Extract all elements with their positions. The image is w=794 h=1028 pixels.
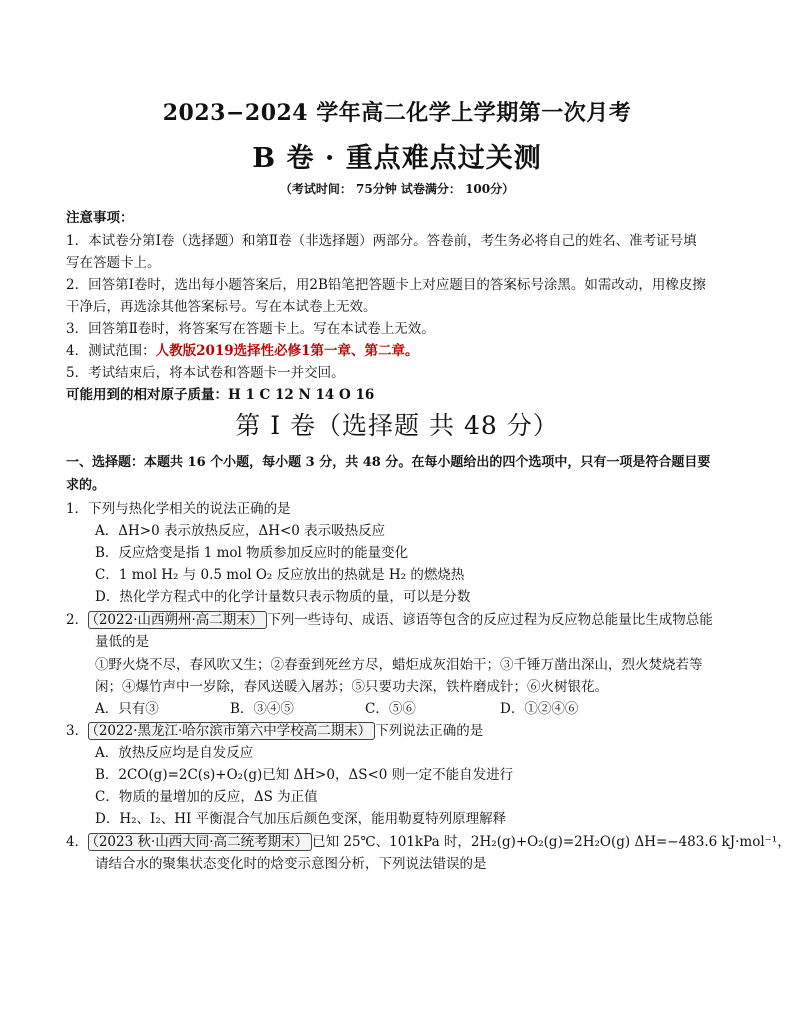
question-4-stem-line-2: 请结合水的聚集状态变化时的焓变示意图分析，下列说法错误的是: [95, 856, 487, 872]
notice-item-1-line-1: 1．本试卷分第Ⅰ卷（选择题）和第Ⅱ卷（非选择题）两部分。答卷前，考生务必将自己的姓名、准考证号填: [66, 233, 697, 249]
question-1-option-a: A．ΔH>0 表示放热反应，ΔH<0 表示吸热反应: [95, 523, 386, 539]
question-2-source: （2022·山西朔州·高二期末）: [88, 611, 267, 629]
question-4-number: 4．: [66, 834, 89, 850]
question-2-poem-line-1: ①野火烧不尽，春风吹又生；②春蚕到死丝方尽，蜡炬成灰泪始干；③千锤万凿出深山，烈火焚烧若等: [95, 657, 703, 673]
question-2-option-d: D．①②④⑥: [500, 701, 579, 717]
section-instruction-line-2: 求的。: [66, 478, 106, 493]
question-3-stem-line: [66, 721, 736, 742]
question-3-option-d: D．H₂、I₂、HI 平衡混合气加压后颜色变深，能用勒夏特列原理解释: [95, 811, 507, 827]
atomic-masses: 可能用到的相对原子质量：H 1 C 12 N 14 O 16: [66, 387, 375, 403]
question-2-stem-line-2: 量低的是: [95, 634, 149, 650]
exam-subtitle: B 卷 · 重点难点过关测: [252, 143, 542, 174]
question-2-stem: 下列一些诗句、成语、谚语等包含的反应过程为反应物总能量比生成物总能: [267, 612, 713, 628]
question-4-stem-line-1: [66, 832, 791, 853]
section-instruction-line-1: 一、选择题：本题共 16 个小题，每小题 3 分，共 48 分。在每小题给出的四个选项中，只有一项是符合题目要: [66, 455, 711, 470]
notice-item-2-line-1: 2．回答第Ⅰ卷时，选出每小题答案后，用2B铅笔把答题卡上对应题目的答案标号涂黑。如需改动，用橡皮擦: [66, 277, 706, 293]
question-1-option-c: C．1 mol H₂ 与 0.5 mol O₂ 反应放出的热就是 H₂ 的燃烧热: [95, 567, 465, 583]
question-1-option-d: D．热化学方程式中的化学计量数只表示物质的量，可以是分数: [95, 589, 471, 605]
question-2-poem-line-2: 闲；④爆竹声中一岁除，春风送暖入屠苏；⑤只要功夫深，铁杵磨成针；⑥火树银花。: [95, 679, 608, 695]
notice-item-4: [66, 341, 734, 362]
question-1-stem: 1．下列与热化学相关的说法正确的是: [66, 501, 291, 517]
test-scope: 人教版2019选择性必修1第一章、第二章。: [155, 343, 419, 359]
section-title: 第 I 卷（选择题 共 48 分）: [235, 411, 559, 440]
exam-meta: （考试时间： 75分钟 试卷满分： 100分）: [279, 182, 515, 196]
notice-item-1-line-2: 写在答题卡上。: [66, 255, 161, 271]
question-2-stem-line-1: [66, 610, 736, 631]
question-3-source: （2022·黑龙江·哈尔滨市第六中学校高二期末）: [88, 722, 375, 740]
question-2-option-c: C．⑤⑥: [365, 701, 416, 717]
exam-title: 2023−2024 学年高二化学上学期第一次月考: [162, 100, 632, 126]
notice-item-3: 3．回答第Ⅱ卷时，将答案写在答题卡上。写在本试卷上无效。: [66, 321, 435, 337]
question-2-number: 2．: [66, 612, 89, 628]
notice-heading: 注意事项：: [66, 210, 134, 226]
question-3-option-a: A．放热反应均是自发反应: [95, 745, 254, 761]
question-2-option-a: A．只有③: [95, 701, 159, 717]
question-4-stem: 已知 25℃、101kPa 时，2H₂(g)+O₂(g)=2H₂O(g) ΔH=−483.6 kJ·mol⁻¹，: [312, 834, 791, 850]
notice-item-5: 5．考试结束后，将本试卷和答题卡一并交回。: [66, 365, 345, 381]
question-3-number: 3．: [66, 723, 89, 739]
question-2-option-b: B．③④⑤: [230, 701, 294, 717]
question-4-source: （2023 秋·山西大同·高二统考期末）: [88, 833, 312, 851]
question-3-option-b: B．2CO(g)=2C(s)+O₂(g)已知 ΔH>0，ΔS<0 则一定不能自发进行: [95, 767, 514, 783]
question-3-option-c: C．物质的量增加的反应，ΔS 为正值: [95, 789, 318, 805]
question-3-stem: 下列说法正确的是: [375, 723, 484, 739]
notice-item-4-prefix: 4．测试范围：: [66, 343, 156, 359]
question-1-option-b: B．反应焓变是指 1 mol 物质参加反应时的能量变化: [95, 545, 409, 561]
notice-item-2-line-2: 干净后，再选涂其他答案标号。写在本试卷上无效。: [66, 299, 377, 315]
